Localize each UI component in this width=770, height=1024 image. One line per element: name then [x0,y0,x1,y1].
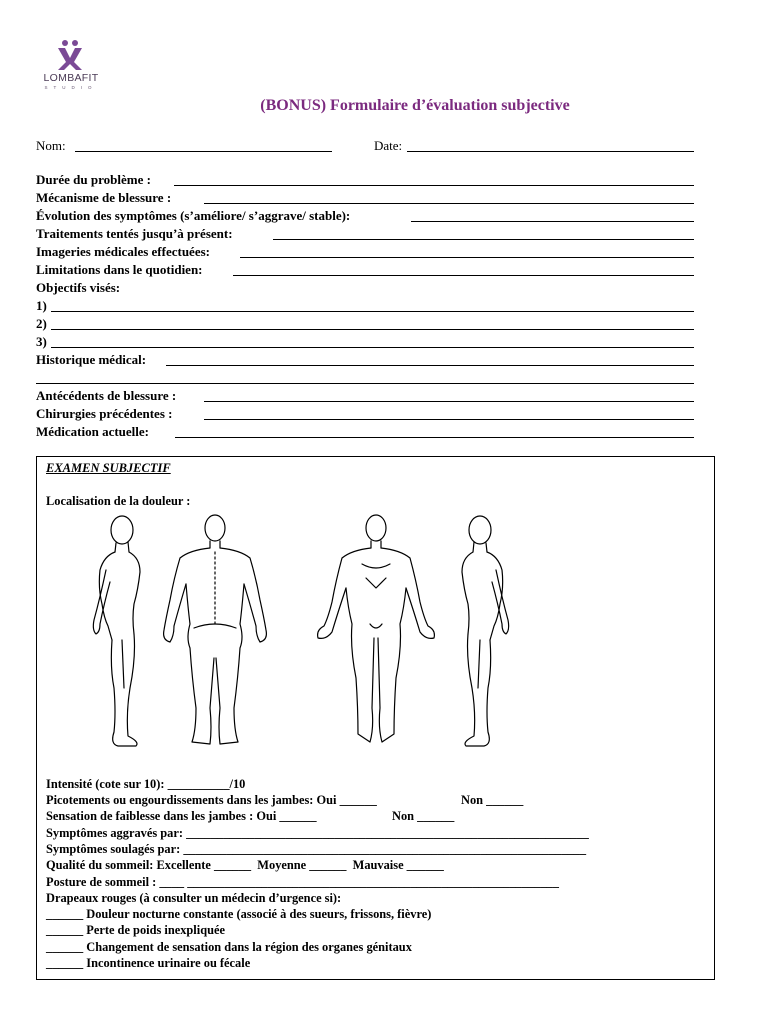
name-field[interactable] [75,151,332,152]
imaging-field[interactable] [240,257,694,258]
flag-genital-sensation: ______ Changement de sensation dans la région des organes génitaux [46,940,412,954]
evolution-field[interactable] [411,221,694,222]
sleep-posture-label: Posture de sommeil : ____ ____________________________________________________________ [46,875,559,889]
tingling-no-label: Non ______ [461,793,524,807]
medical-history-field[interactable] [166,365,694,366]
intensity-label: Intensité (cote sur 10): __________/10 [46,777,246,791]
goal-2-field[interactable] [51,329,694,330]
flag-weight-loss: ______ Perte de poids inexpliquée [46,923,225,937]
body-side-left-figure [462,516,509,746]
body-chart[interactable] [70,508,540,758]
goals-label: Objectifs visés: [36,280,121,295]
red-flags-label: Drapeaux rouges (à consulter un médecin d’urgence si): [46,891,342,905]
page-title: (BONUS) Formulaire d’évaluation subjective [260,97,570,114]
tingling-label: Picotements ou engourdissements dans les jambes: Oui ______ [46,793,377,807]
date-label: Date: [374,138,403,153]
goal-1-label: 1) [36,298,47,313]
goal-3-field[interactable] [51,347,694,348]
body-side-right-figure [93,516,140,746]
weakness-label: Sensation de faiblesse dans les jambes : Oui ______ [46,809,317,823]
previous-injuries-label: Antécédents de blessure : [36,388,177,403]
flag-incontinence: ______ Incontinence urinaire ou fécale [46,956,251,970]
flag-night-pain: ______ Douleur nocturne constante (associé à des sueurs, frissons, fièvre) [46,907,432,921]
goal-3-label: 3) [36,334,47,349]
medication-label: Médication actuelle: [36,424,149,439]
limitations-label: Limitations dans le quotidien: [36,262,203,277]
duration-field[interactable] [174,185,694,186]
logo-text: LOMBAFIT [43,72,99,84]
treatments-field[interactable] [273,239,694,240]
logo-subtext: STUDIO [44,85,98,90]
duration-label: Durée du problème : [36,172,151,187]
aggravated-label: Symptômes aggravés par: _________________________________________________________________ [46,826,589,840]
body-front-figure [318,515,435,742]
mechanism-label: Mécanisme de blessure : [36,190,172,205]
evolution-label: Évolution des symptômes (s’améliore/ s’aggrave/ stable): [36,208,351,223]
previous-injuries-field[interactable] [204,401,694,402]
medication-field[interactable] [175,437,694,438]
surgeries-label: Chirurgies précédentes : [36,406,173,421]
goal-1-field[interactable] [51,311,694,312]
sleep-quality-label: Qualité du sommeil: Excellente ______ Moyenne ______ Mauvaise ______ [46,858,444,872]
goal-2-label: 2) [36,316,47,331]
relieved-label: Symptômes soulagés par: _________________________________________________________________ [46,842,587,856]
weakness-no-label: Non ______ [392,809,455,823]
surgeries-field[interactable] [204,419,694,420]
exam-heading: EXAMEN SUBJECTIF [46,461,171,475]
imaging-label: Imageries médicales effectuées: [36,244,210,259]
mechanism-field[interactable] [204,203,694,204]
medical-history-label: Historique médical: [36,352,147,367]
body-back-figure [164,515,267,744]
date-field[interactable] [407,151,694,152]
medical-history-field-2[interactable] [36,383,694,384]
name-label: Nom: [36,138,66,153]
limitations-field[interactable] [233,275,694,276]
pain-location-label: Localisation de la douleur : [46,494,191,508]
treatments-label: Traitements tentés jusqu’à présent: [36,226,233,241]
